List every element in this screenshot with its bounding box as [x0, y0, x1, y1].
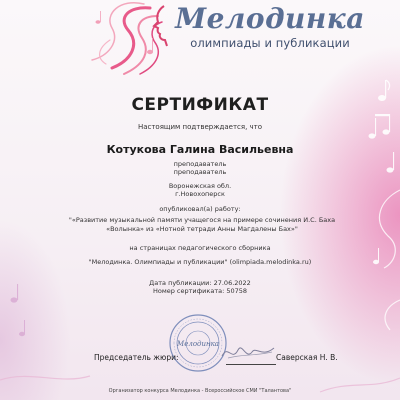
certificate-number: Номер сертификата: 50758	[152, 287, 248, 295]
footer-signature-row	[0, 353, 400, 367]
collection-name: "Мелодинка. Олимпиады и публикации" (olimpiada.melodinka.ru)	[88, 258, 312, 266]
certificate-title: СЕРТИФИКАТ	[131, 95, 269, 115]
region: Воронежская обл.	[168, 182, 232, 190]
chair-label: Председатель жюри:	[94, 353, 179, 362]
city: г.Новохоперск	[175, 190, 225, 198]
signature-line	[226, 364, 276, 365]
logo	[150, 4, 390, 50]
work-title: "«Развитие музыкальной памяти учащегося на примере сочинения И.С. Баха «Волынка» из «Нотной тетради Анны Магдалены Бах»"	[68, 216, 336, 233]
published-label: опубликовал(а) работу:	[159, 205, 241, 213]
chair-name: Саверская Н. В.	[276, 353, 338, 362]
position-line-2: преподаватель	[173, 168, 227, 176]
logo-brand: Мелодинка	[175, 2, 365, 35]
recipient-name: Котукова Галина Васильевна	[106, 143, 294, 156]
logo-tagline: олимпиады и публикации	[190, 36, 350, 50]
organizer-text: Организатор конкурса Мелодинка - Всероссийское СМИ "Талантова"	[108, 388, 292, 394]
publication-date: Дата публикации: 27.06.2022	[149, 279, 251, 287]
confirm-text: Настоящим подтверждается, что	[137, 123, 263, 131]
seal-text: Мелодинка	[177, 340, 219, 348]
position-line-1: преподаватель	[173, 160, 227, 168]
collection-label: на страницах педагогического сборника	[129, 244, 271, 252]
